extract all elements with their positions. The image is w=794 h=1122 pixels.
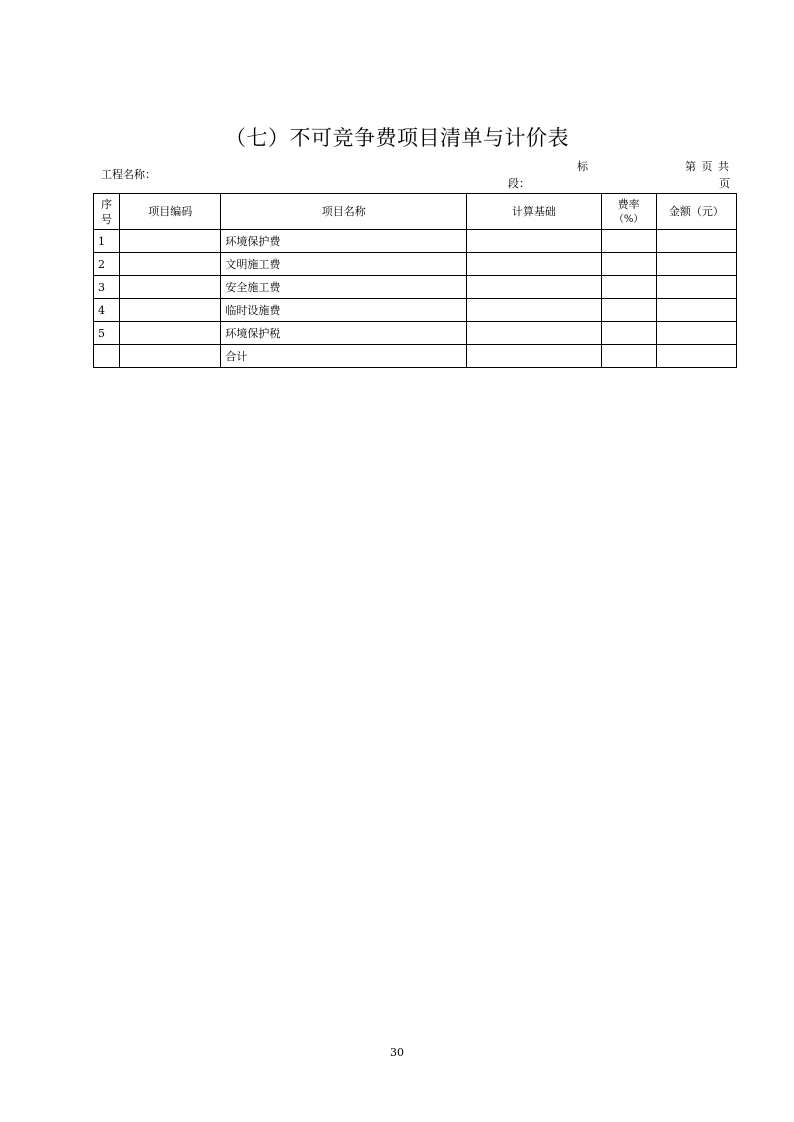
fee-list-table [93,193,737,368]
cell-amount[interactable] [656,276,736,299]
cell-seq: 3 [94,276,120,299]
cell-total-label: 合计 [221,345,467,368]
table-total-row [94,345,737,368]
project-name-label: 工程名称： [101,168,156,181]
header-rate [601,194,656,230]
header-amount: 金额（元） [656,194,736,230]
cell-name: 安全施工费 [221,276,467,299]
cell-name: 环境保护费 [221,230,467,253]
cell-amount[interactable] [656,253,736,276]
cell-base[interactable] [467,276,601,299]
cell-amount[interactable] [656,322,736,345]
page-title: （七）不可竞争费项目清单与计价表 [225,126,569,150]
table-row [94,299,737,322]
cell-amount[interactable] [656,230,736,253]
section-label [508,160,592,191]
page-count-label-line2: 页 [719,177,730,190]
page-count-label-line1: 第 页 共 [685,160,730,173]
page-number: 30 [390,1046,404,1059]
cell-rate[interactable] [601,276,656,299]
cell-rate[interactable] [601,230,656,253]
header-rate-line2: （%） [613,213,644,225]
header-seq-line2: 号 [101,212,113,226]
cell-rate[interactable] [601,345,656,368]
header-seq-line1: 序 [101,197,113,211]
cell-seq: 1 [94,230,120,253]
cell-rate[interactable] [601,299,656,322]
cell-seq: 2 [94,253,120,276]
cell-seq [94,345,120,368]
cell-code[interactable] [120,276,221,299]
cell-base[interactable] [467,322,601,345]
table-header-row [94,194,737,230]
cell-code[interactable] [120,299,221,322]
cell-name: 文明施工费 [221,253,467,276]
cell-amount[interactable] [656,345,736,368]
header-base: 计算基础 [467,194,601,230]
header-code: 项目编码 [120,194,221,230]
cell-code[interactable] [120,253,221,276]
header-seq [94,194,120,230]
cell-base[interactable] [467,345,601,368]
table-row [94,253,737,276]
cell-rate[interactable] [601,253,656,276]
header-name: 项目名称 [221,194,467,230]
table-row [94,230,737,253]
cell-amount[interactable] [656,299,736,322]
cell-code[interactable] [120,322,221,345]
cell-name: 临时设施费 [221,299,467,322]
header-rate-line1: 费率 [617,197,640,211]
table-row [94,276,737,299]
cell-base[interactable] [467,230,601,253]
cell-base[interactable] [467,299,601,322]
table-row [94,322,737,345]
page-count-label [670,160,730,191]
cell-name: 环境保护税 [221,322,467,345]
section-label-line2: 段： [508,177,530,190]
cell-code[interactable] [120,345,221,368]
cell-rate[interactable] [601,322,656,345]
section-label-line1: 标 [577,160,588,173]
cell-seq: 5 [94,322,120,345]
cell-seq: 4 [94,299,120,322]
cell-base[interactable] [467,253,601,276]
cell-code[interactable] [120,230,221,253]
